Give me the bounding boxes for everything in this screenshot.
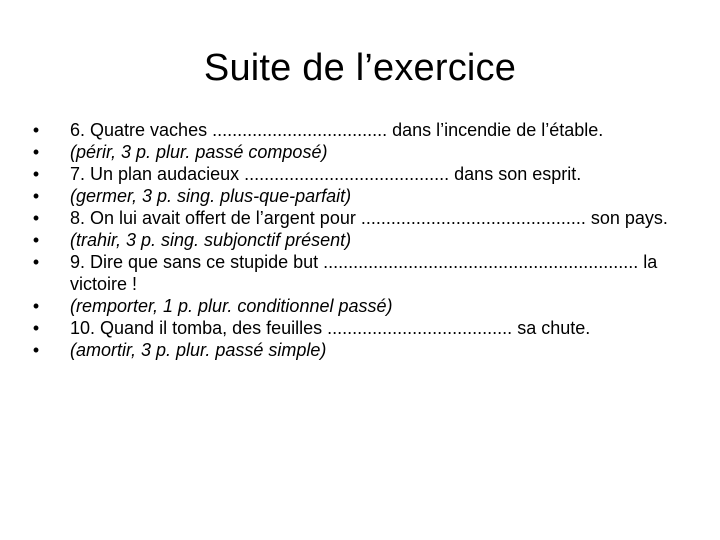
bullet-icon: •: [32, 340, 40, 360]
bullet-icon: •: [32, 318, 40, 338]
list-item-6-hint: [26, 141, 706, 163]
bullet-icon: •: [32, 164, 40, 184]
exercise-sentence-7: 7. Un plan audacieux ......................................... dans son esprit.: [70, 164, 582, 184]
exercise-hint-9: (remporter, 1 p. plur. conditionnel passé): [70, 296, 393, 316]
list-item-8: [26, 207, 706, 229]
slide-title: Suite de l’exercice: [203, 47, 517, 89]
exercise-list: [26, 119, 706, 361]
exercise-hint-8: (trahir, 3 p. sing. subjonctif présent): [70, 230, 352, 250]
exercise-sentence-6: 6. Quatre vaches ................................... dans l’incendie de l’étable.: [70, 120, 604, 140]
list-item-8-hint: [26, 229, 706, 251]
exercise-sentence-9: 9. Dire que sans ce stupide but ............................................................... la victoire !: [70, 252, 658, 294]
list-item-9: [26, 251, 706, 295]
bullet-icon: •: [32, 142, 40, 162]
exercise-hint-10: (amortir, 3 p. plur. passé simple): [70, 340, 327, 360]
list-item-7-hint: [26, 185, 706, 207]
list-item-7: [26, 163, 706, 185]
list-item-10: [26, 317, 706, 339]
exercise-sentence-10: 10. Quand il tomba, des feuilles ..................................... sa chute.: [70, 318, 591, 338]
bullet-icon: •: [32, 252, 40, 272]
exercise-sentence-8: 8. On lui avait offert de l’argent pour ............................................. son pays.: [70, 208, 668, 228]
exercise-hint-7: (germer, 3 p. sing. plus-que-parfait): [70, 186, 352, 206]
bullet-icon: •: [32, 186, 40, 206]
bullet-icon: •: [32, 296, 40, 316]
list-item-10-hint: [26, 339, 706, 361]
bullet-icon: •: [32, 120, 40, 140]
list-item-6: [26, 119, 706, 141]
bullet-icon: •: [32, 230, 40, 250]
exercise-hint-6: (périr, 3 p. plur. passé composé): [70, 142, 328, 162]
bullet-icon: •: [32, 208, 40, 228]
list-item-9-hint: [26, 295, 706, 317]
